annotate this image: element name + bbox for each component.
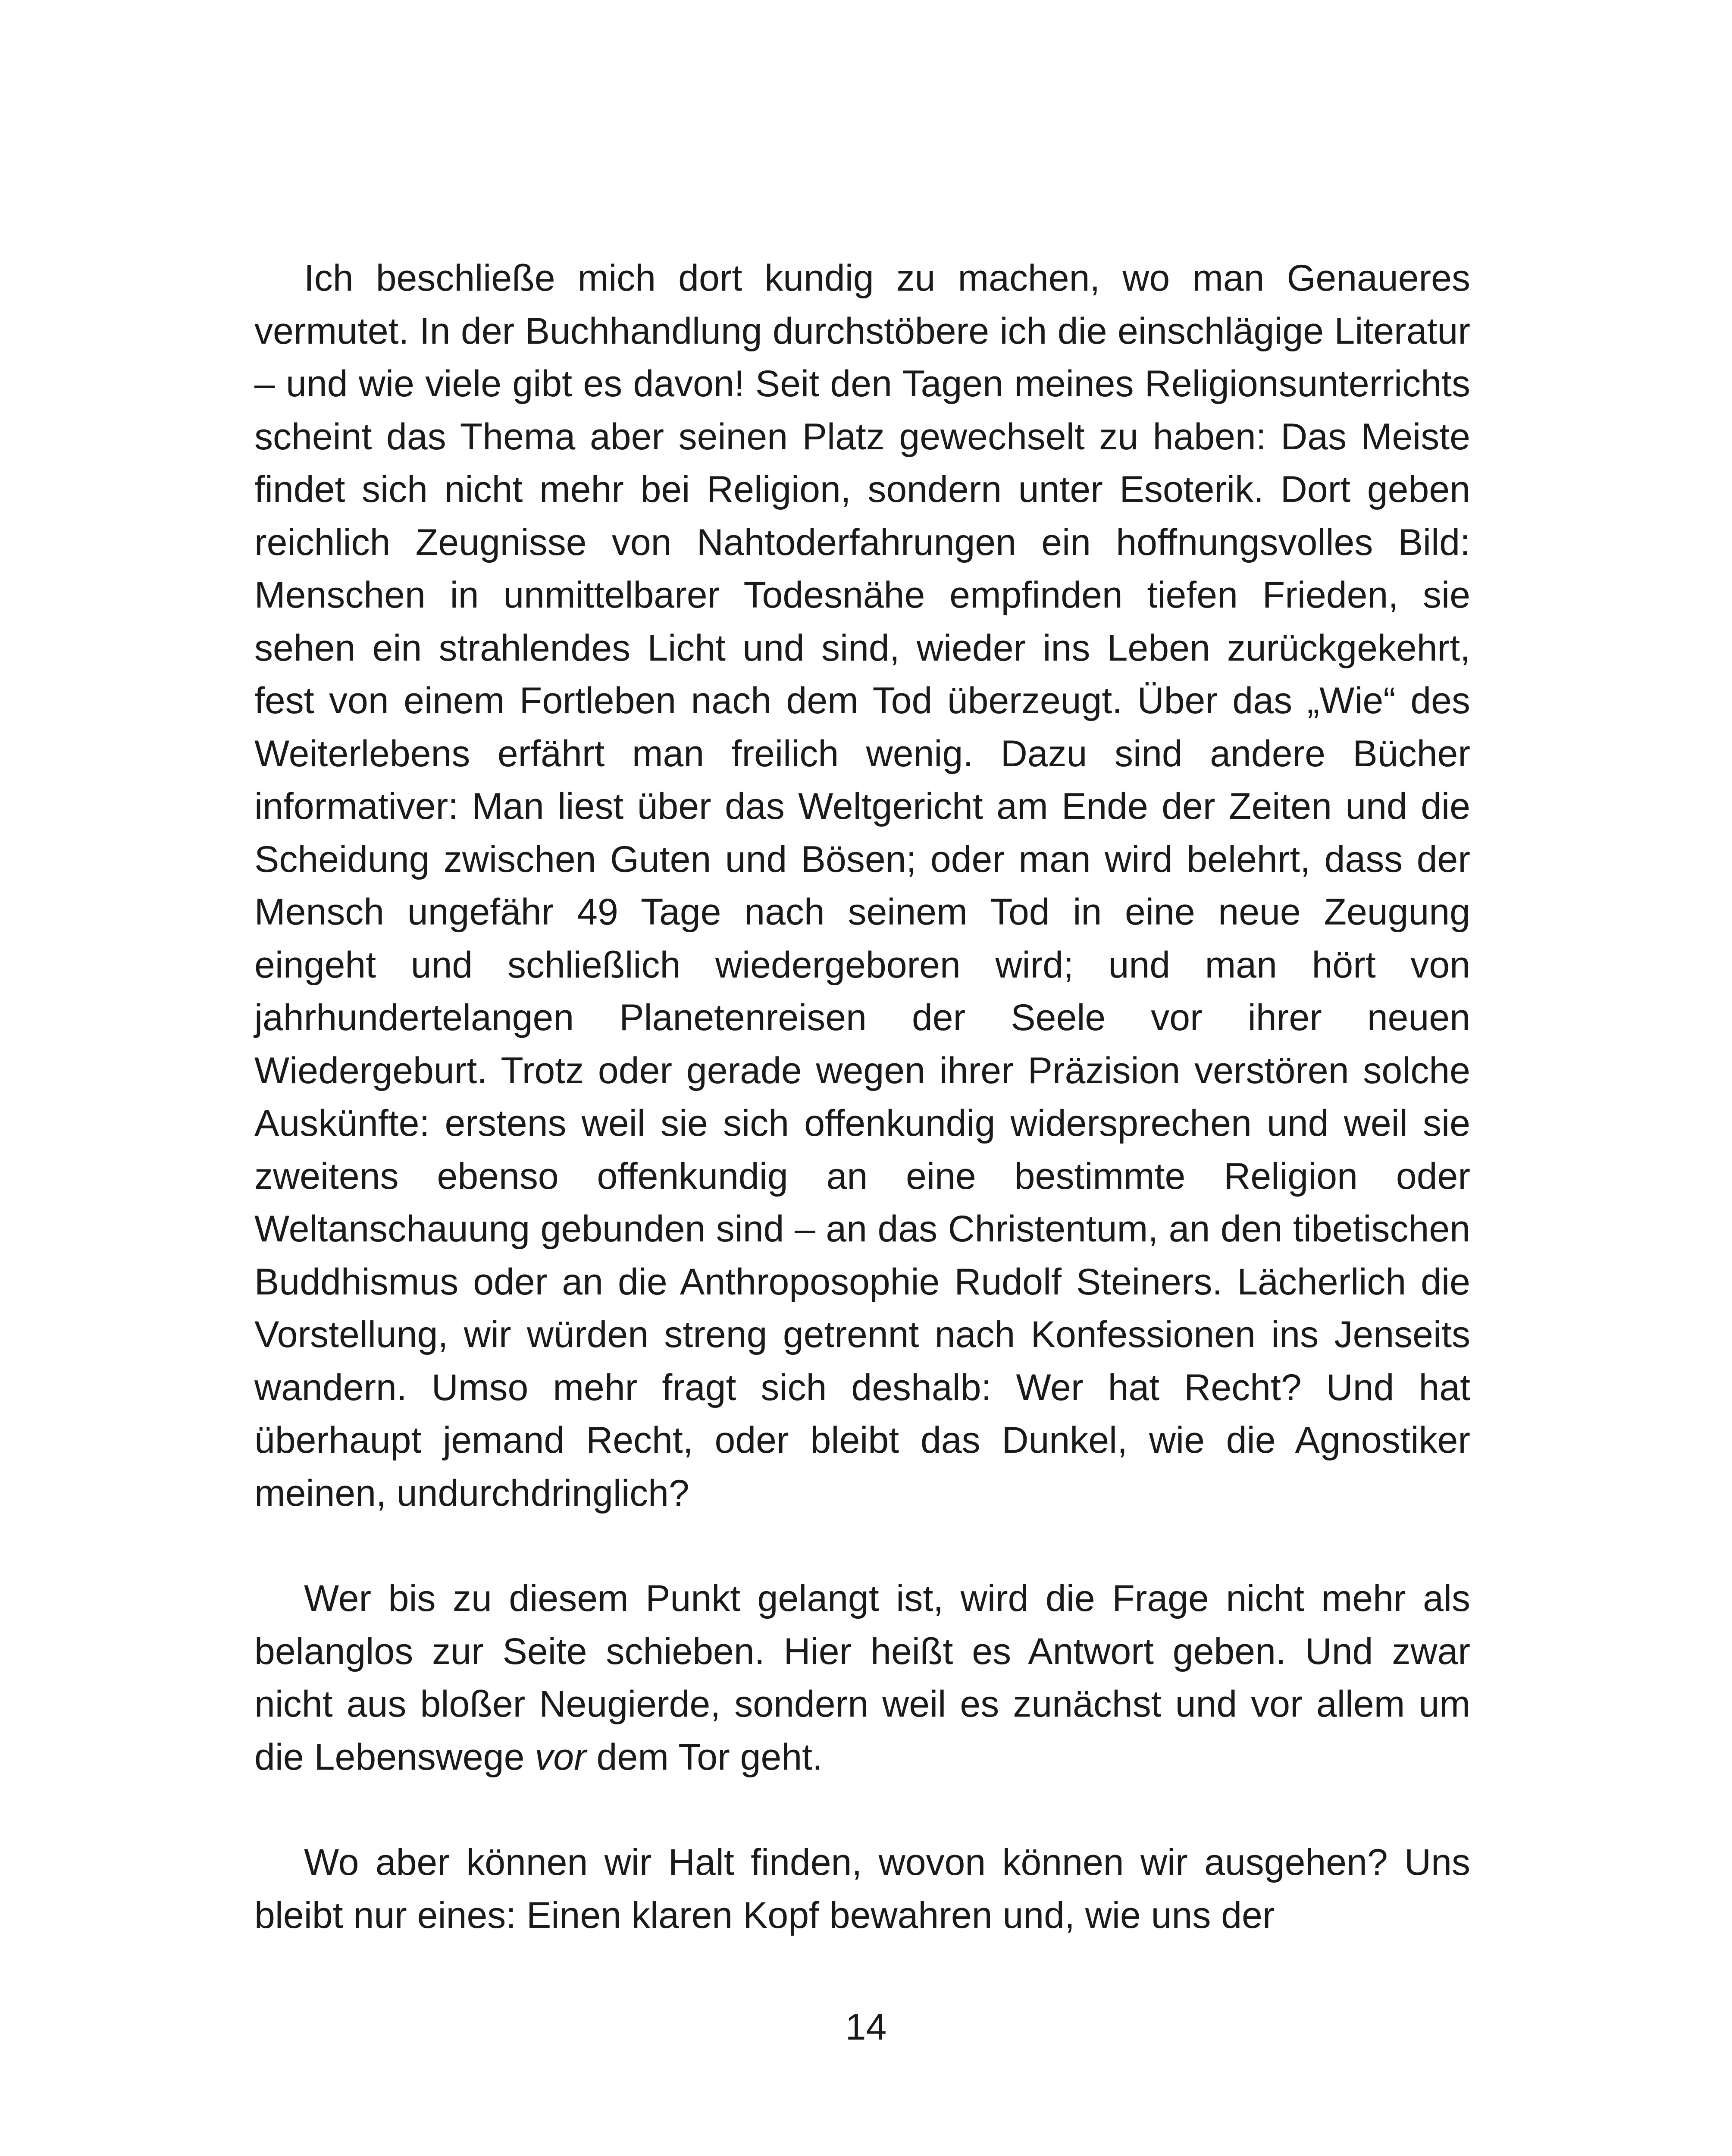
paragraph-2-text-start: Wer bis zu diesem Punkt gelangt ist, wird die Frage nicht mehr als belanglos zur Seite schieben. Hier heißt es Antwort geben. Und zwar nicht aus bloßer Neugierde, sondern weil es zunächst und vor allem um die Lebenswege xyxy=(254,1578,1470,1778)
paragraph-2-emphasis: vor xyxy=(535,1736,586,1778)
page-number: 14 xyxy=(845,2006,887,2048)
paragraph-1 xyxy=(254,252,1470,1520)
paragraph-3 xyxy=(254,1836,1470,1942)
paragraph-2 xyxy=(254,1572,1470,1783)
paragraph-3-text: Wo aber können wir Halt finden, wovon können wir ausgehen? Uns bleibt nur eines: Einen klaren Kopf bewahren und, wie uns der xyxy=(254,1842,1470,1936)
paragraph-2-text-end: dem Tor geht. xyxy=(586,1736,823,1778)
body-text xyxy=(254,252,1470,1942)
paragraph-1-text: Ich beschließe mich dort kundig zu machen, wo man Genaueres vermutet. In der Buchhandlung durchstöbere ich die einschlägige Literatur – und wie viele gibt es davon! Seit den Tagen meines Religionsunterrichts scheint das Thema aber seinen Platz gewechselt zu haben: Das Meiste findet sich nicht mehr bei Religion, sondern unter Esoterik. Dort geben reichlich Zeugnisse von Nahtoderfahrungen ein hoffnungsvolles Bild: Menschen in unmittelbarer Todesnähe empfinden tiefen Frieden, sie sehen ein strahlendes Licht und sind, wieder ins Leben zurückgekehrt, fest von einem Fortleben nach dem Tod überzeugt. Über das „Wie“ des Weiterlebens erfährt man freilich wenig. Dazu sind andere Bücher informativer: Man liest über das Weltgericht am Ende der Zeiten und die Scheidung zwischen Guten und Bösen; oder man wird belehrt, dass der Mensch ungefähr 49 Tage nach seinem Tod in eine neue Zeugung eingeht und schließlich wiedergeboren wird; und man hört von jahrhundertelangen Planetenreisen der Seele vor ihrer neuen Wiedergeburt. Trotz oder gerade wegen ihrer Präzision verstören solche Auskünfte: erstens weil sie sich offenkundig widersprechen und weil sie zweitens ebenso offenkundig an eine bestimmte Religion oder Weltanschauung gebunden sind – an das Christentum, an den tibetischen Buddhismus oder an die Anthroposophie Rudolf Steiners. Lächerlich die Vorstellung, wir würden streng getrennt nach Konfessionen ins Jenseits wandern. Umso mehr fragt sich deshalb: Wer hat Recht? Und hat überhaupt jemand Recht, oder bleibt das Dunkel, wie die Agnostiker meinen, undurchdringlich? xyxy=(254,257,1470,1514)
